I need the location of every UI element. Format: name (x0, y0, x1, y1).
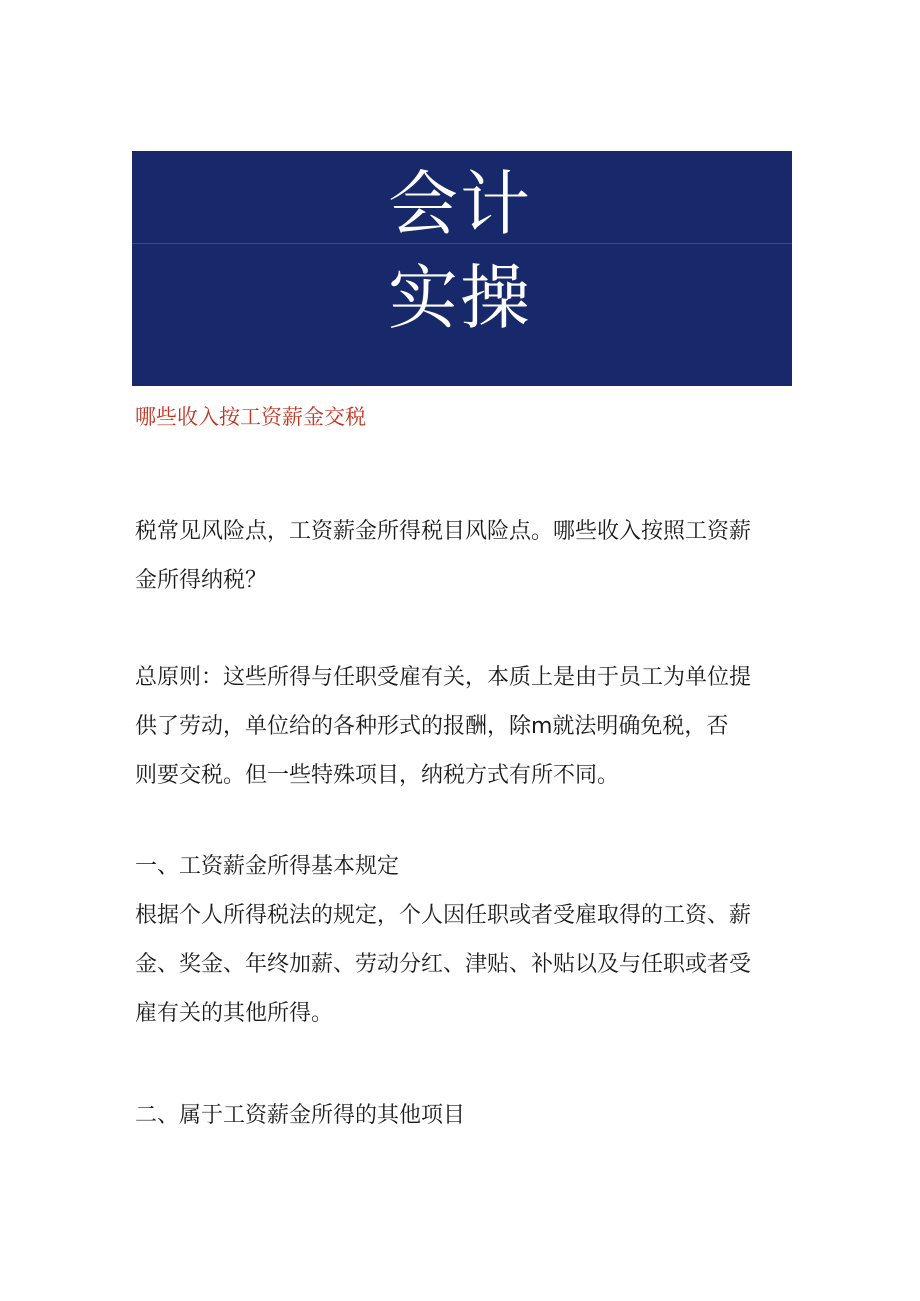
text-line: 税常见风险点，工资薪金所得税目风险点。哪些收入按照工资薪 (135, 519, 752, 544)
text-line: 则要交税。但一些特殊项目，纳税方式有所不同。 (135, 763, 620, 788)
section-heading: 二、属于工资薪金所得的其他项目 (135, 1103, 466, 1128)
text-line: 总原则：这些所得与任职受雇有关，本质上是由于员工为单位提 (135, 665, 752, 690)
text-line: 金所得纳税？ (135, 568, 268, 593)
text-line: 根据个人所得税法的规定，个人因任职或者受雇取得的工资、薪 (135, 903, 752, 928)
banner-title-line-2: 实操 (388, 257, 532, 339)
text-line: 雇有关的其他所得。 (135, 1001, 334, 1026)
article-subtitle: 哪些收入按工资薪金交税 (135, 405, 366, 429)
section-one (135, 842, 795, 1038)
paragraph-general-principle (135, 653, 795, 800)
text-line: 供了劳动，单位给的各种形式的报酬，除m就法明确免税，否 (135, 714, 729, 739)
section-two (135, 1091, 795, 1140)
section-heading: 一、工资薪金所得基本规定 (135, 854, 400, 879)
banner-title-line-1: 会计 (388, 163, 532, 245)
paragraph-intro (135, 507, 795, 605)
text-line: 金、奖金、年终加薪、劳动分红、津贴、补贴以及与任职或者受 (135, 952, 752, 977)
